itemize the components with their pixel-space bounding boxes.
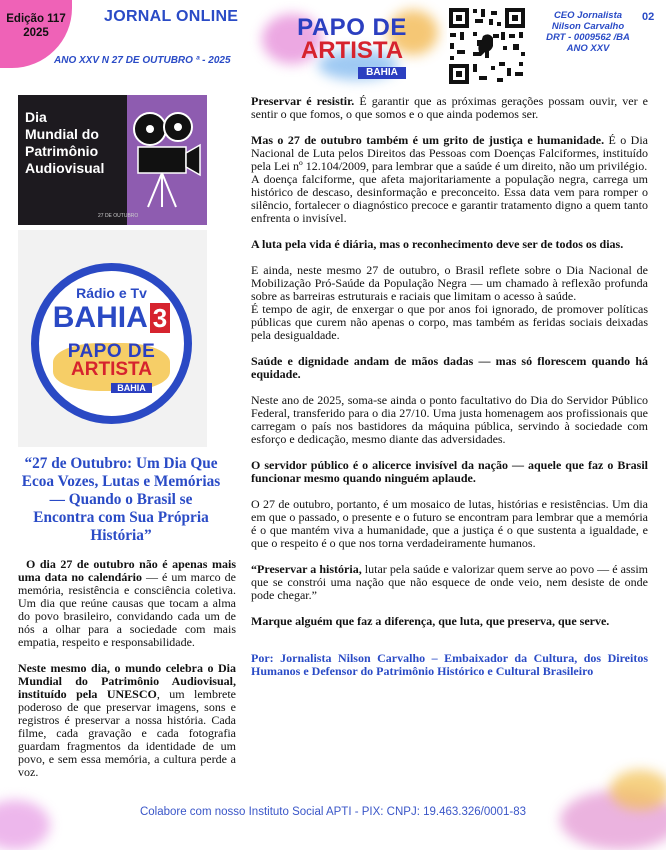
papo-de-artista-logo: [47, 343, 176, 396]
bahia-label-wrap: [39, 301, 184, 335]
paragraph-bold: O dia 27 de outubro não é apenas mais uma data no calendário: [18, 557, 236, 584]
bahia-channel-badge: 3: [150, 303, 170, 333]
paragraph-bold: O servidor público é o alicerce invisível da nação — aquele que faz o Brasil funcionar mesmo quando ninguém aplaude.: [251, 458, 648, 485]
header-logo: [268, 4, 436, 80]
qr-code[interactable]: [447, 6, 527, 86]
ceo-line: DRT - 0009562 /BA: [546, 32, 630, 43]
paragraph: [251, 355, 648, 381]
left-column: [18, 558, 236, 779]
image-title-line: Patrimônio: [25, 143, 99, 159]
paragraph: [251, 95, 648, 121]
paragraph: [251, 238, 648, 251]
qr-code-icon: [447, 6, 527, 86]
right-column: [251, 95, 648, 678]
paint-splash: [610, 770, 666, 810]
image-title-line: Audiovisual: [25, 160, 105, 176]
paragraph-bold: Saúde e dignidade andam de mãos dadas — mas só florescem quando há equidade.: [251, 354, 648, 381]
paragraph-bold: “Preservar a história,: [251, 562, 362, 576]
paragraph: [18, 558, 236, 649]
donation-footer: Colabore com nosso Instituto Social APTI - PIX: CNPJ: 19.463.326/0001-83: [139, 806, 527, 818]
paragraph-text: lutar pela saúde e valorizar quem serve ao povo — é assim que se constrói uma nação que não esquece de onde veio, nem desiste de onde pode chegar.”: [251, 562, 649, 602]
paragraph-bold: Marque alguém que faz a diferença, que luta, que preserva, que serve.: [251, 614, 610, 628]
paragraph-text: Neste ano de 2025, soma-se ainda o ponto facultativo do Dia do Servidor Público Federal, transferido para o dia 27/10. Uma justa homenagem aos profissionais que carregam o país nos bastidores da máquina pública, servindo à sociedade com esforço e dedicação, mesmo diante das adversidades.: [251, 393, 648, 446]
logo-line2: ARTISTA: [71, 359, 152, 380]
papo-de-artista-logo: [268, 16, 436, 80]
image-title-line: Mundial do: [25, 126, 99, 142]
logo-line1: PAPO DE: [297, 14, 407, 41]
paragraph-text: , um lembrete poderoso de que preservar imagens, sons e registros é preservar a nossa história. Cada filme, cada gravação e cada fotografia guardam fragmentos da identidade de um povo, e sem essa memória, a cultura perde a voz.: [18, 687, 236, 779]
paragraph: [18, 662, 236, 779]
paragraph-bold: A luta pela vida é diária, mas o reconhecimento deve ser de todos os dias.: [251, 237, 624, 251]
paragraph: [251, 134, 648, 173]
film-camera-icon: [128, 109, 203, 209]
paragraph-text: É garantir que as próximas gerações possam ouvir, ver e sentir o que fomos, o que somos e o que ainda podemos ser.: [251, 94, 649, 121]
paragraph: [251, 563, 648, 602]
edition-number: Edição 117: [6, 13, 66, 25]
edition-year: 2025: [23, 27, 49, 39]
issue-date: ANO XXV N 27 DE OUTUBRO ª - 2025: [54, 55, 231, 66]
newspaper-title: JORNAL ONLINE: [104, 8, 239, 25]
paragraph-bold: Preservar é resistir.: [251, 94, 355, 108]
logo-line3: BAHIA: [358, 67, 406, 79]
paragraph-bold: Mas o 27 de outubro também é um grito de justiça e humanidade.: [251, 133, 605, 147]
paragraph: [251, 498, 648, 550]
paragraph: [251, 264, 648, 303]
image-title-line: Dia: [25, 109, 47, 125]
paragraph-text: A doença falciforme, que afeta majoritariamente a população negra, carrega um histórico de descaso, desinformação e preconceito. Essa data vem para romper o silêncio, fortalecer o diagnóstico precoce e garantir tratamento digno a quem tanto enfrenta o invisível.: [251, 172, 648, 225]
logo-line1: PAPO DE: [67, 341, 156, 362]
ceo-line: CEO Jornalista: [553, 10, 623, 21]
page-number: 02: [642, 11, 655, 23]
logo-line3: BAHIA: [111, 383, 152, 393]
paragraph: [251, 615, 648, 628]
logo-ring: [31, 263, 192, 424]
bahia-label: BAHIA: [52, 301, 148, 334]
audiovisual-heritage-image: [18, 95, 207, 225]
paragraph-text: É o Dia Nacional de Luta pelos Direitos das Pessoas com Doenças Falciformes, instituído pela Lei nº 12.104/2009, para lembrar que a saúde é um direito, não um privilégio.: [251, 133, 648, 173]
paragraph-text: E ainda, neste mesmo 27 de outubro, o Brasil reflete sobre o Dia Nacional de Mobilização Pró-Saúde da População Negra — um chamado à reflexão profunda sobre as barreiras estruturais e raciais que limitam o acesso à saúde.: [251, 263, 648, 303]
radio-tv-label: Rádio e Tv: [76, 285, 147, 301]
image-date: 27 DE OUTUBRO: [98, 213, 139, 219]
paragraph-bold: Neste mesmo dia, o mundo celebra o Dia Mundial do Patrimônio Audiovisual, instituído pela UNESCO: [18, 661, 236, 701]
headline-quote: “27 de Outubro: Um Dia Que Ecoa Vozes, Lutas e Memórias — Quando o Brasil se Encontra com Sua Própria História”: [21, 455, 221, 544]
paragraph: [251, 394, 648, 446]
author-signature: Por: Jornalista Nilson Carvalho – Embaixador da Cultura, dos Direitos Humanos e Defensor do Patrimônio Histórico e Cultural Brasileiro: [251, 651, 648, 678]
paragraph: [251, 459, 648, 485]
paragraph-text: O 27 de outubro, portanto, é um mosaico de lutas, histórias e resistências. Um dia em que o passado, o presente e o futuro se encontram para lembrar que a memória é o que mantém viva a humanidade, que a justiça é o que sustenta a igualdade, e que o respeito é o que nos torna verdadeiramente humanos.: [251, 497, 648, 550]
paragraph-text: É tempo de agir, de enxergar o que por anos foi ignorado, de promover políticas públicas que curem não apenas o corpo, mas também as feridas sociais deixadas pela desigualdade.: [251, 302, 648, 342]
ceo-line: ANO XXV: [566, 43, 610, 54]
ceo-line: Nilson Carvalho: [551, 21, 625, 32]
paragraph: [251, 303, 648, 342]
paragraph: [251, 173, 648, 225]
image-title: [25, 109, 104, 177]
paragraph-text: — é um marco de memória, resistência e consciência coletiva. Um dia que reúne causas que tocam a alma do povo brasileiro, convidando cada um de nós a olhar para a sociedade com mais empatia, respeito e responsabilidade.: [18, 570, 236, 649]
logo-line2: ARTISTA: [300, 37, 404, 64]
radio-tv-bahia-logo-image: [18, 230, 207, 447]
ceo-credit: [538, 10, 638, 54]
